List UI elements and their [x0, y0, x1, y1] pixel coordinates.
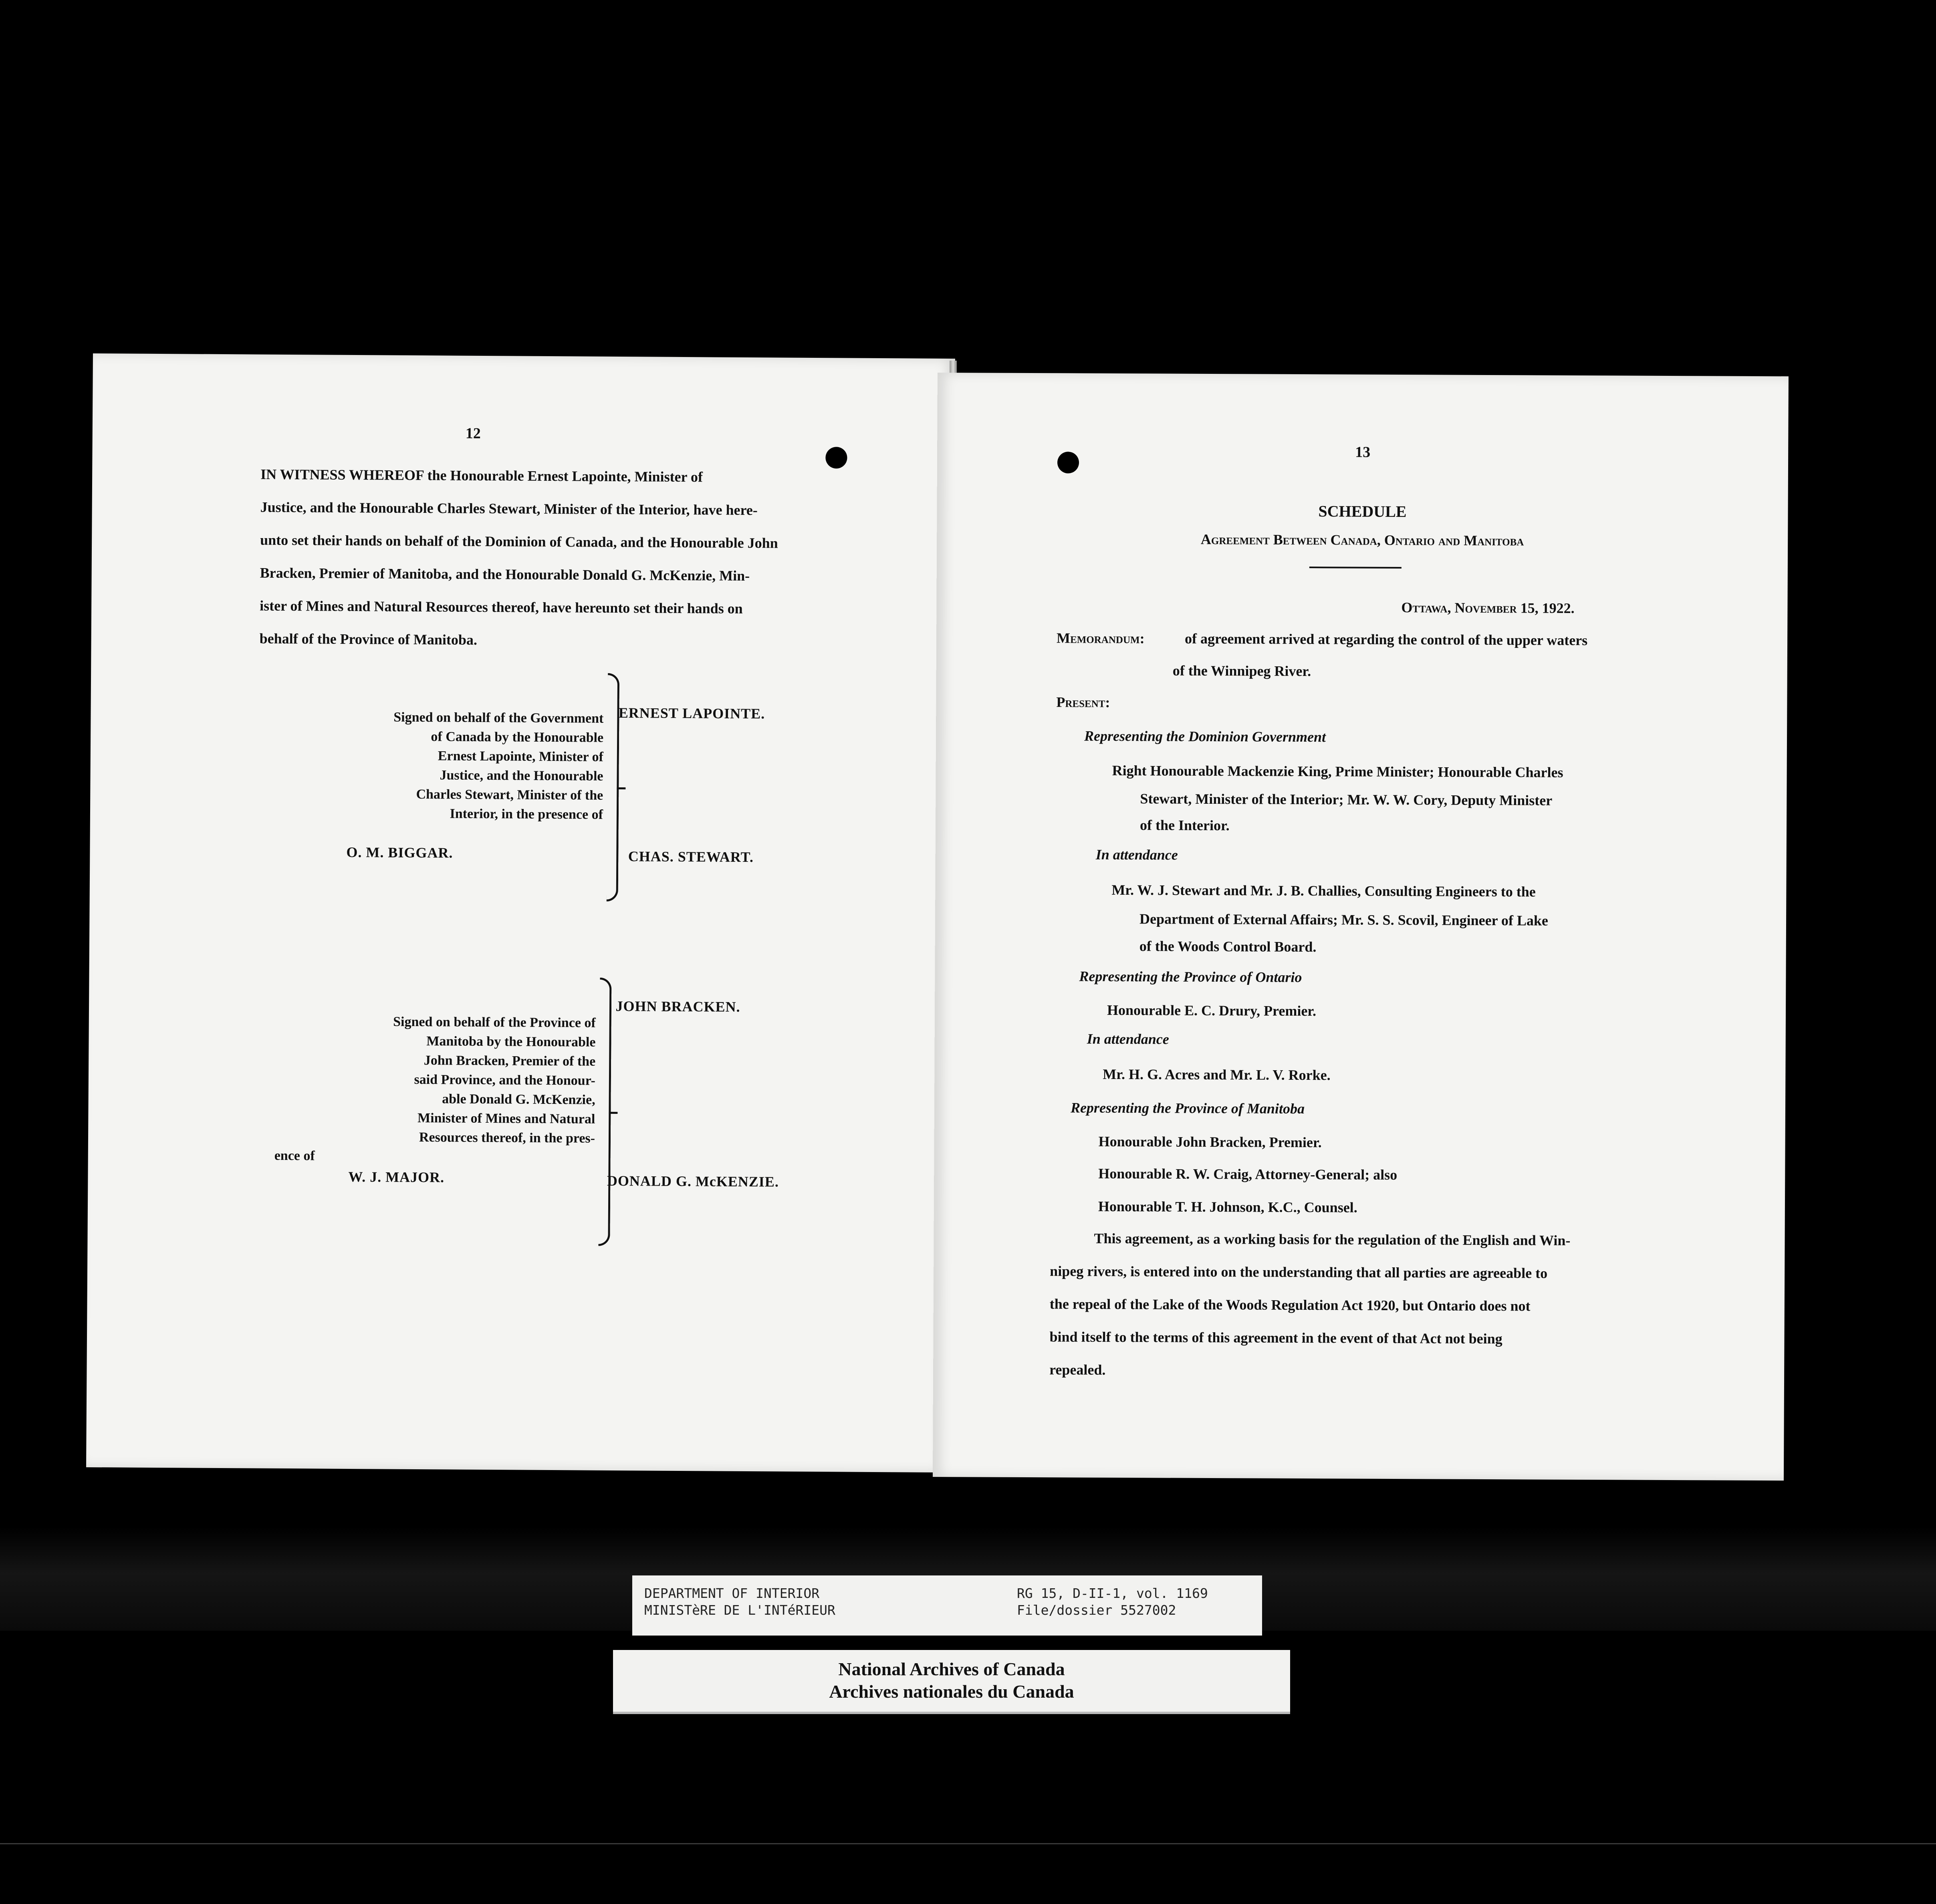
page-number: 13 [1355, 444, 1371, 461]
attendance-line: Mr. W. J. Stewart and Mr. J. B. Challies, Consulting Engineers to the [1111, 881, 1536, 900]
file-reference [1017, 1585, 1208, 1619]
sig-text-line: able Donald G. McKenzie, [442, 1091, 595, 1107]
witness-line-1: IN WITNESS WHEREOF the Honourable Ernest Lapointe, Minister of [260, 466, 703, 485]
ontario-line: Honourable E. C. Drury, Premier. [1107, 1002, 1317, 1019]
sig-text-line: John Bracken, Premier of the [424, 1053, 596, 1069]
manitoba-line: Honourable John Bracken, Premier. [1098, 1133, 1322, 1151]
file-number: File/dossier 5527002 [1017, 1602, 1176, 1618]
department-en: DEPARTMENT OF INTERIOR [644, 1585, 820, 1601]
manitoba-heading: Representing the Province of Manitoba [1070, 1099, 1305, 1117]
ontario-heading: Representing the Province of Ontario [1079, 968, 1302, 985]
sig-text-line: said Province, and the Honour- [414, 1072, 596, 1088]
attendance-line: Department of External Affairs; Mr. S. S. Scovil, Engineer of Lake [1139, 911, 1549, 929]
signature-bracken: JOHN BRACKEN. [615, 998, 740, 1015]
witness-line-2: Justice, and the Honourable Charles Stewart, Minister of the Interior, have here- [260, 499, 758, 518]
dominion-line: Stewart, Minister of the Interior; Mr. W. W. Cory, Deputy Minister [1140, 791, 1553, 809]
signature-block-canada [258, 707, 604, 825]
present-label: Present: [1056, 694, 1110, 710]
closing-line: This agreement, as a working basis for the regulation of the English and Win- [1094, 1230, 1571, 1248]
closing-line: repealed. [1049, 1361, 1106, 1378]
divider-rule [1309, 567, 1402, 569]
film-edge-line [0, 1843, 1936, 1844]
dominion-line: Right Honourable Mackenzie King, Prime Minister; Honourable Charles [1112, 762, 1563, 781]
signature-block-manitoba [250, 1011, 596, 1167]
dominion-line: of the Interior. [1139, 817, 1230, 834]
department-fr: MINISTèRE DE L'INTéRIEUR [644, 1602, 835, 1618]
right-page [933, 373, 1789, 1480]
sig-text-line: Ernest Lapointe, Minister of [438, 748, 603, 764]
archive-reference-label [632, 1575, 1262, 1636]
archive-name-fr: Archives nationales du Canada [829, 1681, 1074, 1702]
sig-text-line: of Canada by the Honourable [431, 729, 604, 745]
brace-bracket [598, 978, 611, 1246]
closing-line: bind itself to the terms of this agreement in the event of that Act not being [1049, 1329, 1502, 1347]
sig-text-line: Justice, and the Honourable [440, 768, 603, 784]
schedule-title: SCHEDULE [1318, 502, 1407, 521]
sig-text-line: Signed on behalf of the Province of [393, 1014, 596, 1031]
sig-text-line: Resources thereof, in the pres- [419, 1130, 595, 1146]
closing-line: the repeal of the Lake of the Woods Regulation Act 1920, but Ontario does not [1049, 1296, 1531, 1314]
signature-mckenzie: DONALD G. McKENZIE. [607, 1172, 779, 1190]
sig-text-line: Manitoba by the Honourable [426, 1034, 596, 1050]
attendance-line: Mr. H. G. Acres and Mr. L. V. Rorke. [1103, 1066, 1331, 1083]
record-group: RG 15, D-II-1, vol. 1169 [1017, 1585, 1208, 1601]
memorandum-text: of agreement arrived at regarding the control of the upper waters [1185, 630, 1588, 649]
witness-biggar: O. M. BIGGAR. [346, 844, 453, 861]
signature-lapointe: ERNEST LAPOINTE. [618, 705, 765, 722]
sig-text-line: Signed on behalf of the Government [393, 710, 604, 726]
witness-line-4: Bracken, Premier of Manitoba, and the Honourable Donald G. McKenzie, Min- [260, 565, 750, 584]
signature-stewart: CHAS. STEWART. [628, 848, 754, 865]
date-line: Ottawa, November 15, 1922. [1401, 599, 1575, 616]
sig-text-line: Interior, in the presence of [450, 806, 603, 822]
national-archives-label [613, 1650, 1290, 1714]
witness-line-6: behalf of the Province of Manitoba. [259, 630, 478, 648]
manitoba-line: Honourable R. W. Craig, Attorney-General; also [1098, 1165, 1398, 1183]
left-page [86, 353, 955, 1472]
sig-text-line: Minister of Mines and Natural [417, 1110, 595, 1127]
attendance-line: of the Woods Control Board. [1139, 938, 1317, 955]
archive-name-en: National Archives of Canada [838, 1659, 1065, 1679]
witness-line-3: unto set their hands on behalf of the Dominion of Canada, and the Honourable John [260, 532, 778, 551]
closing-line: nipeg rivers, is entered into on the understanding that all parties are agreeable to [1050, 1263, 1548, 1281]
dominion-heading: Representing the Dominion Government [1084, 728, 1326, 745]
attendance-label: In attendance [1087, 1031, 1169, 1047]
department-name [644, 1585, 835, 1619]
schedule-subtitle: Agreement Between Canada, Ontario and Manitoba [1200, 531, 1524, 549]
witness-major: W. J. MAJOR. [348, 1168, 445, 1186]
manitoba-line: Honourable T. H. Johnson, K.C., Counsel. [1098, 1198, 1357, 1216]
memorandum-label: Memorandum: [1057, 630, 1145, 647]
sig-text-line: ence of [274, 1148, 315, 1164]
page-number: 12 [465, 425, 481, 442]
sig-text-line: Charles Stewart, Minister of the [416, 787, 603, 803]
witness-line-5: ister of Mines and Natural Resources thereof, have hereunto set their hands on [260, 597, 743, 617]
memorandum-text: of the Winnipeg River. [1172, 662, 1311, 680]
attendance-label: In attendance [1095, 846, 1178, 863]
